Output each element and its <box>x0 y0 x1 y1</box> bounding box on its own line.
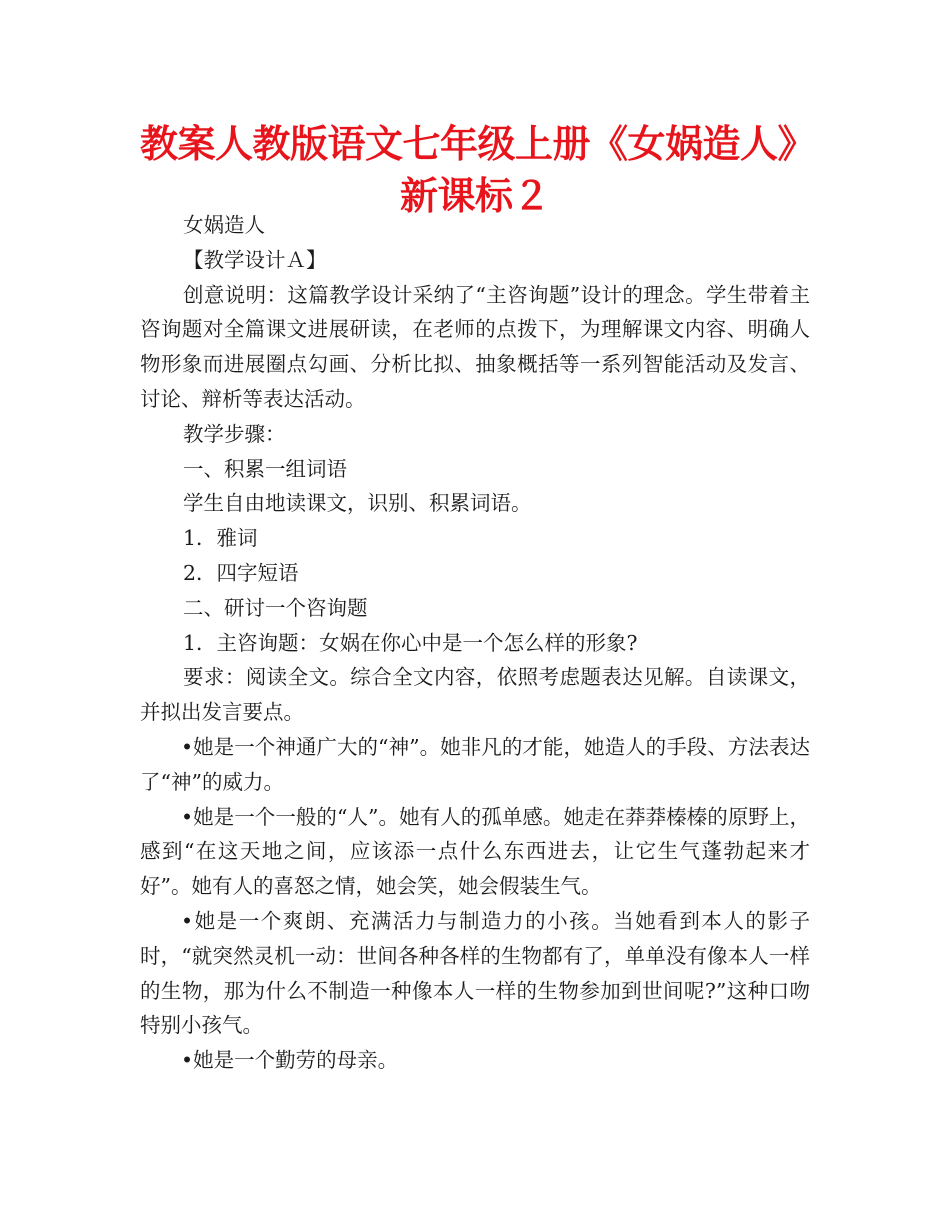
list-item: 2．四字短语 <box>183 560 299 585</box>
bullet-item: •她是一个一般的“人”。她有人的孤单感。她走在莽莽榛榛的原野上，感到“在这天地之间，应该添一点什么东西进去，让它生气蓬勃起来才好”。她有人的喜怒之情，她会笑，她会假装生气。 <box>140 804 810 899</box>
document-body <box>140 208 810 1078</box>
paragraph: 要求：阅读全文。综合全文内容，依照考虑题表达见解。自读课文，并拟出发言要点。 <box>140 665 810 725</box>
section-heading: 教学步骤： <box>183 421 286 446</box>
paragraph: 学生自由地读课文，识别、积累词语。 <box>183 491 532 516</box>
paragraph: 创意说明：这篇教学设计采纳了“主咨询题”设计的理念。学生带着主咨询题对全篇课文进展研读，在老师的点拨下，为理解课文内容、明确人物形象而进展圈点勾画、分析比拟、抽象概括等一系列智能活动及发言、讨论、辩析等表达活动。 <box>140 282 810 411</box>
bullet-item: •她是一个勤劳的母亲。 <box>181 1048 399 1073</box>
subtitle-heading: 女娲造人 <box>183 213 265 237</box>
list-item: 1．雅词 <box>183 526 258 551</box>
bullet-item: •她是一个爽朗、充满活力与制造力的小孩。当她看到本人的影子时，“就突然灵机一动：世间各种各样的生物都有了，单单没有像本人一样的生物，那为什么不制造一种像本人一样的生物参加到世间呢?”这种口吻特别小孩气。 <box>140 908 810 1038</box>
section-heading: 一、积累一组词语 <box>183 456 347 481</box>
title-line-2: 新课标２ <box>399 174 550 218</box>
document-title <box>140 118 816 222</box>
section-heading: 二、研讨一个咨询题 <box>183 595 368 620</box>
title-line-1: 教案人教版语文七年级上册《女娲造人》 <box>140 122 816 166</box>
section-label: 【教学设计Ａ】 <box>183 247 327 272</box>
list-item: 1．主咨询题：女娲在你心中是一个怎么样的形象? <box>183 630 638 655</box>
bullet-item: •她是一个神通广大的“神”。她非凡的才能，她造人的手段、方法表达了“神”的威力。 <box>140 734 810 794</box>
